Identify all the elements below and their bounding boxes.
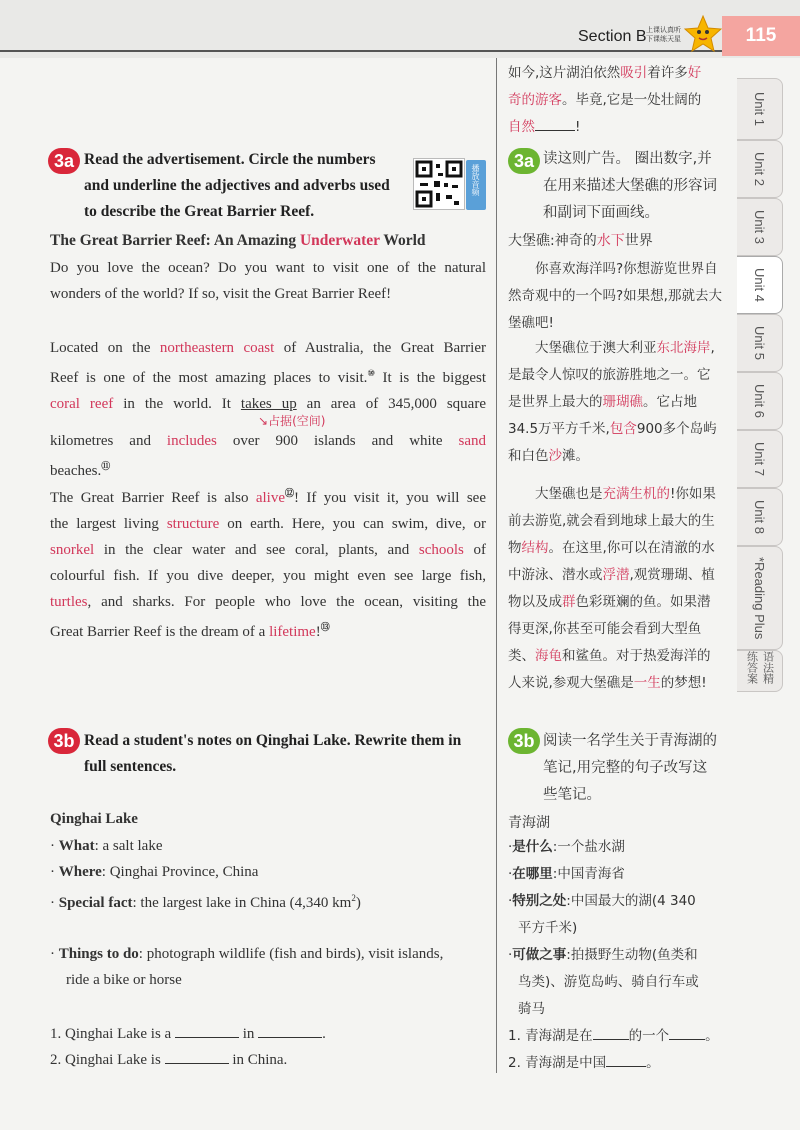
text-run: on earth. Here, you can swim, dive, or — [219, 516, 486, 532]
zh-note-value: 骑马 — [518, 1001, 545, 1017]
zh-note-label: 特别之处 — [512, 893, 567, 909]
text-run: of Australia, the Great Barrier — [274, 340, 486, 356]
section-subtitle-line1: 上课认真听 — [646, 26, 681, 34]
title-part: World — [379, 232, 426, 249]
superscript: 2 — [351, 893, 356, 903]
zh-note-value: :一个盐水湖 — [552, 839, 625, 855]
zh-paragraph-3 — [508, 481, 722, 697]
note-label: Things to do — [58, 946, 139, 962]
paragraph-3 — [50, 481, 486, 645]
zh-text: 色彩斑斓的鱼。如果潜得更深,你甚至可能会看到大型鱼类、 — [508, 594, 711, 664]
text-run: kilometres and — [50, 433, 167, 449]
section-subtitle-line2: 下课练天星 — [646, 35, 681, 43]
tab-reading-plus[interactable] — [737, 546, 783, 650]
zh-highlight: 充满生机的 — [602, 486, 670, 502]
zh-question-2 — [508, 1050, 722, 1077]
q-text: in China. — [232, 1052, 288, 1068]
note-item: · Things to do: photograph wildlife (fish and birds), visit islands, — [50, 946, 444, 962]
zh-3a-badge: 3a — [508, 148, 540, 174]
zh-note-value: :拍摄野生动物(鱼类和 — [566, 947, 698, 963]
zh-paragraph-2 — [508, 335, 722, 470]
answer-blank[interactable] — [669, 1025, 705, 1040]
tab-label: Unit 1 — [752, 92, 767, 126]
text-run: ! If you visit it, you will see — [294, 490, 486, 506]
title-part: The Great Barrier Reef: An Amazing — [50, 232, 300, 249]
text-run: of — [463, 542, 487, 558]
zh-highlight: 一生 — [633, 675, 661, 691]
exercise-3a-badge: 3a — [48, 148, 80, 174]
zh-reading-title — [508, 230, 653, 250]
section-subtitle — [646, 26, 686, 44]
tab-unit-1[interactable] — [737, 78, 783, 140]
section-title: Section B — [578, 28, 647, 45]
text-run: the largest living — [50, 516, 167, 532]
zh-q-text: 的一个 — [628, 1028, 670, 1044]
zh-text: 大堡礁也是 — [535, 486, 603, 502]
zh-highlight: 水下 — [596, 233, 625, 249]
zh-3b-instructions — [543, 728, 723, 809]
zh-notes-list — [508, 834, 722, 1077]
reading-title — [50, 228, 486, 254]
highlight-word: turtles — [50, 594, 88, 610]
tab-label: Unit 8 — [752, 500, 767, 534]
text-line: colourful fish. If you dive deeper, you might even see large fish, — [50, 568, 486, 584]
zh-text: 。在这里,你可以在清澈的水中游泳、潜水或 — [508, 540, 715, 583]
zh-3a-instructions — [543, 146, 723, 227]
zh-note-value: :中国最大的湖(4 340 — [566, 893, 696, 909]
tab-label: *Reading Plus — [752, 556, 767, 640]
zh-text: 世界 — [624, 233, 653, 249]
tab-label: Unit 3 — [752, 210, 767, 244]
zh-note-value: 鸟类)、游览岛屿、骑自行车或 — [518, 974, 699, 990]
text-line — [50, 615, 486, 645]
zh-text: 和鲨鱼。对于热爱海洋的人来说,参观大堡礁是 — [508, 648, 711, 691]
tab-unit-2[interactable] — [737, 140, 783, 198]
text-line — [50, 511, 486, 537]
zh-q-text: 1. 青海湖是在 — [508, 1028, 593, 1044]
underlined-phrase: takes up — [240, 396, 297, 412]
tab-unit-6[interactable] — [737, 372, 783, 430]
highlight-word: northeastern coast — [159, 340, 275, 356]
zh-text: 如今,这片湖泊依然 — [508, 65, 621, 81]
zh-notes-heading: 青海湖 — [508, 815, 550, 831]
zh-instr-line: 笔记,用完整的句子改写这 — [543, 760, 708, 776]
title-highlight: Underwater — [299, 232, 380, 249]
zh-text: 滩。 — [562, 448, 589, 464]
instr-line: Read a student's notes on Qinghai Lake. Rewrite them in — [84, 732, 462, 749]
text-line — [50, 537, 486, 563]
text-line: Do you love the ocean? Do you want to visit one of the natural — [50, 260, 486, 276]
zh-note — [508, 861, 722, 888]
tab-unit-5[interactable] — [737, 314, 783, 372]
zh-instr-line: 在用来描述大堡礁的形容词 — [543, 178, 717, 194]
text-run: It is the biggest — [375, 370, 487, 386]
notes-list — [50, 833, 486, 916]
text-run: in the clear water and see coral, plants, and — [94, 542, 419, 558]
note-item: · Where: Qinghai Province, China — [50, 864, 259, 880]
text-line — [50, 454, 486, 484]
zh-highlight: 结构 — [521, 540, 549, 556]
bullet: · — [508, 947, 513, 963]
instr-line: Read the advertisement. Circle the numbers — [84, 151, 376, 168]
tab-unit-8[interactable] — [737, 488, 783, 546]
zh-line — [508, 114, 722, 141]
answer-blank[interactable] — [175, 1023, 239, 1038]
zh-instr-line: 些笔记。 — [543, 787, 601, 803]
instr-line: full sentences. — [84, 758, 177, 775]
zh-highlight: 包含 — [609, 421, 637, 437]
zh-note-value: :中国青海省 — [552, 866, 625, 882]
zh-text: !你如果前去游览,就会看到地球上最大的生物 — [508, 486, 716, 556]
note-value: : photograph wildlife (fish and birds), visit islands, — [138, 946, 444, 962]
zh-question-1 — [508, 1023, 722, 1050]
zh-paragraph-1: 你喜欢海洋吗?你想游览世界自然奇观中的一个吗?如果想,那就去大堡礁吧! — [508, 261, 722, 331]
zh-highlight: 浮潜 — [602, 567, 630, 583]
answer-blank[interactable] — [593, 1025, 629, 1040]
zh-note-label: 是什么 — [512, 839, 553, 855]
zh-note-label: 可做之事 — [512, 947, 567, 963]
zh-text: 着许多 — [647, 65, 688, 81]
instr-line: and underline the adjectives and adverbs used — [84, 177, 390, 194]
audio-play-label: 播放音频 — [471, 164, 480, 196]
text-run: an area of 345,000 square — [296, 396, 486, 412]
tab-label: Unit 4 — [752, 268, 767, 302]
zh-note — [508, 888, 722, 915]
tab-unit-4[interactable] — [737, 256, 783, 314]
highlight-word: alive — [255, 490, 285, 506]
bullet: · — [508, 839, 513, 855]
answer-blank[interactable] — [535, 116, 575, 131]
vocab-note-text: 占据(空间) — [268, 414, 326, 428]
zh-line — [508, 60, 722, 87]
text-line — [50, 481, 486, 511]
notes-heading: Qinghai Lake — [50, 811, 138, 827]
q-text: in — [242, 1026, 255, 1042]
zh-q-text: 2. 青海湖是中国 — [508, 1055, 607, 1071]
zh-line — [508, 87, 722, 114]
sentence-marker: ⑪ — [101, 462, 111, 472]
zh-highlight: 珊瑚礁 — [602, 394, 643, 410]
answer-blank[interactable] — [606, 1052, 646, 1067]
paragraph-2-cont — [50, 428, 486, 484]
bullet: · — [508, 866, 513, 882]
column-divider — [496, 58, 497, 1073]
zh-note — [508, 942, 722, 969]
tab-label: Unit 6 — [752, 384, 767, 418]
instr-line: to describe the Great Barrier Reef. — [84, 203, 315, 220]
answer-blank[interactable] — [258, 1023, 322, 1038]
zh-highlight: 好 — [687, 65, 702, 81]
note-label: Special fact — [58, 895, 133, 911]
q-text: 2. Qinghai Lake is — [50, 1052, 161, 1068]
zh-text: 的梦想! — [660, 675, 707, 691]
zh-note — [508, 834, 722, 861]
highlight-word: includes — [166, 433, 217, 449]
tab-unit-7[interactable] — [737, 430, 783, 488]
zh-q-text: 。 — [646, 1055, 660, 1071]
text-run: Located on the — [50, 340, 160, 356]
zh-highlight: 沙 — [548, 448, 562, 464]
zh-highlight: 吸引 — [620, 65, 648, 81]
zh-text: 。毕竟,它是一处壮阔的 — [562, 92, 702, 108]
highlight-word: structure — [166, 516, 220, 532]
star-mascot-icon — [682, 14, 724, 54]
paragraph-2 — [50, 335, 486, 417]
zh-highlight: 自然 — [508, 119, 535, 135]
text-run: beaches. — [50, 463, 102, 479]
text-line — [50, 335, 486, 361]
highlight-word: schools — [418, 542, 464, 558]
sentence-marker: ⑩ — [367, 369, 376, 379]
note-value: : Qinghai Province, China — [101, 864, 259, 880]
question-1 — [50, 1021, 486, 1047]
note-value: ride a bike or horse — [66, 972, 182, 988]
zh-note-value: 平方千米) — [518, 920, 578, 936]
question-2 — [50, 1047, 486, 1073]
zh-instr-line: 阅读一名学生关于青海湖的 — [543, 733, 717, 749]
zh-instr-line: 和副词下面画线。 — [543, 205, 659, 221]
note-value: : the largest lake in China (4,340 km — [132, 895, 352, 911]
text-line — [50, 589, 486, 615]
highlight-word: coral reef — [50, 396, 114, 412]
paragraph-1 — [50, 255, 486, 307]
tab-unit-3[interactable] — [737, 198, 783, 256]
zh-q-text: 。 — [705, 1028, 719, 1044]
text-run: over 900 islands and white — [216, 433, 459, 449]
header-rule — [0, 50, 735, 52]
highlight-word: sand — [458, 433, 486, 449]
tab-label: 语法精练答案 — [745, 651, 774, 684]
text-line — [50, 428, 486, 454]
text-run: The Great Barrier Reef is also — [50, 490, 256, 506]
bullet: · — [508, 893, 513, 909]
zh-3b-badge: 3b — [508, 728, 540, 754]
q-text: . — [322, 1026, 326, 1042]
zh-text: 大堡礁:神奇的 — [508, 233, 597, 249]
text-run: in the world. It — [113, 396, 241, 412]
zh-text: 900多个岛屿和白色 — [508, 421, 717, 464]
zh-highlight: 海龟 — [535, 648, 562, 664]
answer-blank[interactable] — [165, 1049, 229, 1064]
note-item: · Special fact: the largest lake in China (4,340 $km^2$) — [50, 893, 361, 911]
note-value: : a salt lake — [94, 838, 163, 854]
sentence-marker: ⑫ — [284, 489, 294, 499]
zh-highlight: 群 — [562, 594, 576, 610]
q-text: 1. Qinghai Lake is a — [50, 1026, 172, 1042]
qr-code-icon[interactable] — [413, 158, 465, 210]
tab-label: Unit 7 — [752, 442, 767, 476]
zh-text: ! — [575, 119, 581, 135]
zh-text: ,观赏珊瑚、植物以及成 — [508, 567, 715, 610]
zh-note-label: 在哪里 — [512, 866, 553, 882]
page-number: 115 — [722, 16, 800, 56]
tab-label: Unit 5 — [752, 326, 767, 360]
text-run: , and sharks. For people who love the ocean, visiting the — [87, 594, 486, 610]
text-run: ! — [315, 624, 321, 640]
zh-highlight: 东北海岸 — [656, 340, 711, 356]
note-item: · What: a salt lake — [50, 838, 163, 854]
highlight-word: snorkel — [50, 542, 95, 558]
zh-text: ,是最令人惊叹的旅游胜地之一。它是世界上最大的 — [508, 340, 715, 410]
zh-text: 大堡礁位于澳大利亚 — [535, 340, 657, 356]
audio-play-tag[interactable] — [466, 160, 486, 210]
exercise-3a-instructions — [84, 147, 414, 225]
exercise-3b-instructions — [84, 728, 494, 780]
rewrite-questions — [50, 1021, 486, 1073]
highlight-word: lifetime — [269, 624, 316, 640]
text-run: Reef is one of the most amazing places to visit. — [50, 370, 368, 386]
tab-label: Unit 2 — [752, 152, 767, 186]
exercise-3b-badge: 3b — [48, 728, 80, 754]
text-line: wonders of the world? If so, visit the Great Barrier Reef! — [50, 286, 392, 302]
text-run: Great Barrier Reef is the dream of a — [50, 624, 270, 640]
tab-grammar-answers[interactable] — [737, 650, 783, 692]
notes-todo — [50, 941, 486, 993]
zh-highlight: 奇的游客 — [508, 92, 562, 108]
zh-top-continuation — [508, 60, 722, 141]
sentence-marker: ⑬ — [320, 623, 330, 633]
note-label: What — [58, 838, 95, 854]
note-value: ) — [355, 895, 361, 911]
text-line — [50, 361, 486, 391]
vocab-note: ↘占据(空间) — [258, 414, 326, 428]
zh-instr-line: 读这则广告。 圈出数字,并 — [543, 151, 712, 167]
note-label: Where — [58, 864, 102, 880]
zh-text: 。它占地34.5万平方千米, — [508, 394, 697, 437]
